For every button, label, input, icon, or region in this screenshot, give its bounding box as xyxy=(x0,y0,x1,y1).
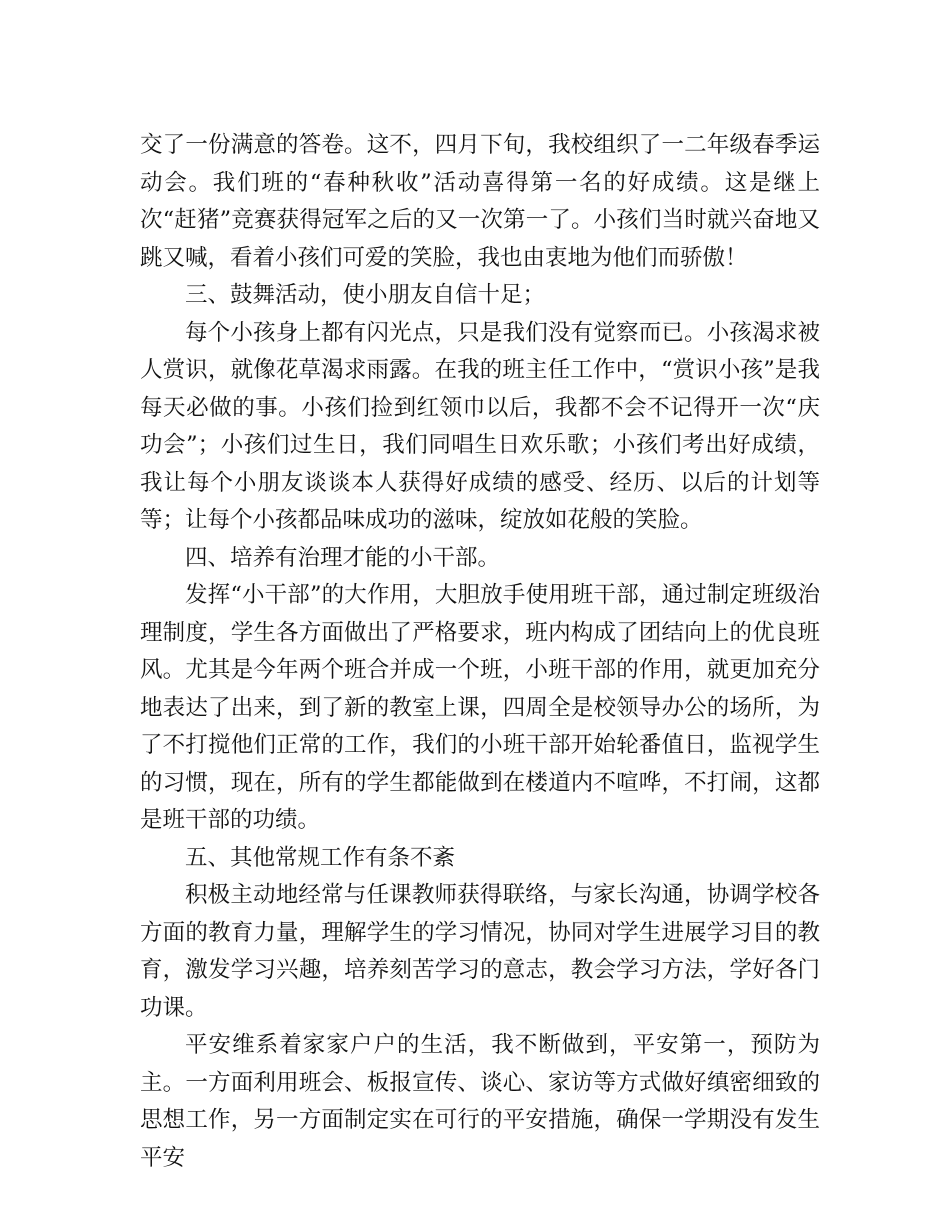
section-heading-encouragement: 三、鼓舞活动，使小朋友自信十足； xyxy=(185,282,546,308)
paragraph-safety: 平安维系着家家户户的生活，我不断做到，平安第一，预防为主。一方面利用班会、板报宣传、谈心、家访等方式做好缜密细致的思想工作，另一方面制定实在可行的平安措施，确保一学期没有发生平安 xyxy=(140,1032,820,1171)
paragraph-class-cadres: 发挥“小干部”的大作用，大胆放手使用班干部，通过制定班级治理制度，学生各方面做出了严格要求，班内构成了团结向上的优良班风。尤其是今年两个班合并成一个班，小班干部的作用，就更加充分地表达了出来，到了新的教室上课，四周全是校领导办公的场所，为了不打搅他们正常的工作，我们的小班干部开始轮番值日，监视学生的习惯，现在，所有的学生都能做到在楼道内不喧哗，不打闹，这都是班干部的功绩。 xyxy=(140,582,820,833)
document-body xyxy=(140,127,820,1177)
paragraph-teacher-parent-contact: 积极主动地经常与任课教师获得联络，与家长沟通，协调学校各方面的教育力量，理解学生的学习情况，协同对学生进展学习目的教育，激发学习兴趣，培养刻苦学习的意志，教会学习方法，学好各门功课。 xyxy=(140,882,820,1021)
paragraph-appreciation: 每个小孩身上都有闪光点，只是我们没有觉察而已。小孩渴求被人赏识，就像花草渴求雨露。在我的班主任工作中，“赏识小孩”是我每天必做的事。小孩们捡到红领巾以后，我都不会不记得开一次“庆功会”；小孩们过生日，我们同唱生日欢乐歌；小孩们考出好成绩，我让每个小朋友谈谈本人获得好成绩的感受、经历、以后的计划等等；让每个小孩都品味成功的滋味，绽放如花般的笑脸。 xyxy=(140,319,820,533)
section-heading-routine-work: 五、其他常规工作有条不紊 xyxy=(185,844,456,871)
paragraph-sports-meet: 交了一份满意的答卷。这不，四月下旬，我校组织了一二年级春季运动会。我们班的“春种秋收”活动喜得第一名的好成绩。这是继上次“赶猪”竞赛获得冠军之后的又一次第一了。小孩们当时就兴奋地又跳又喊，看着小孩们可爱的笑脸，我也由衷地为他们而骄傲！ xyxy=(140,132,820,271)
section-heading-class-cadres: 四、培养有治理才能的小干部。 xyxy=(185,544,501,571)
